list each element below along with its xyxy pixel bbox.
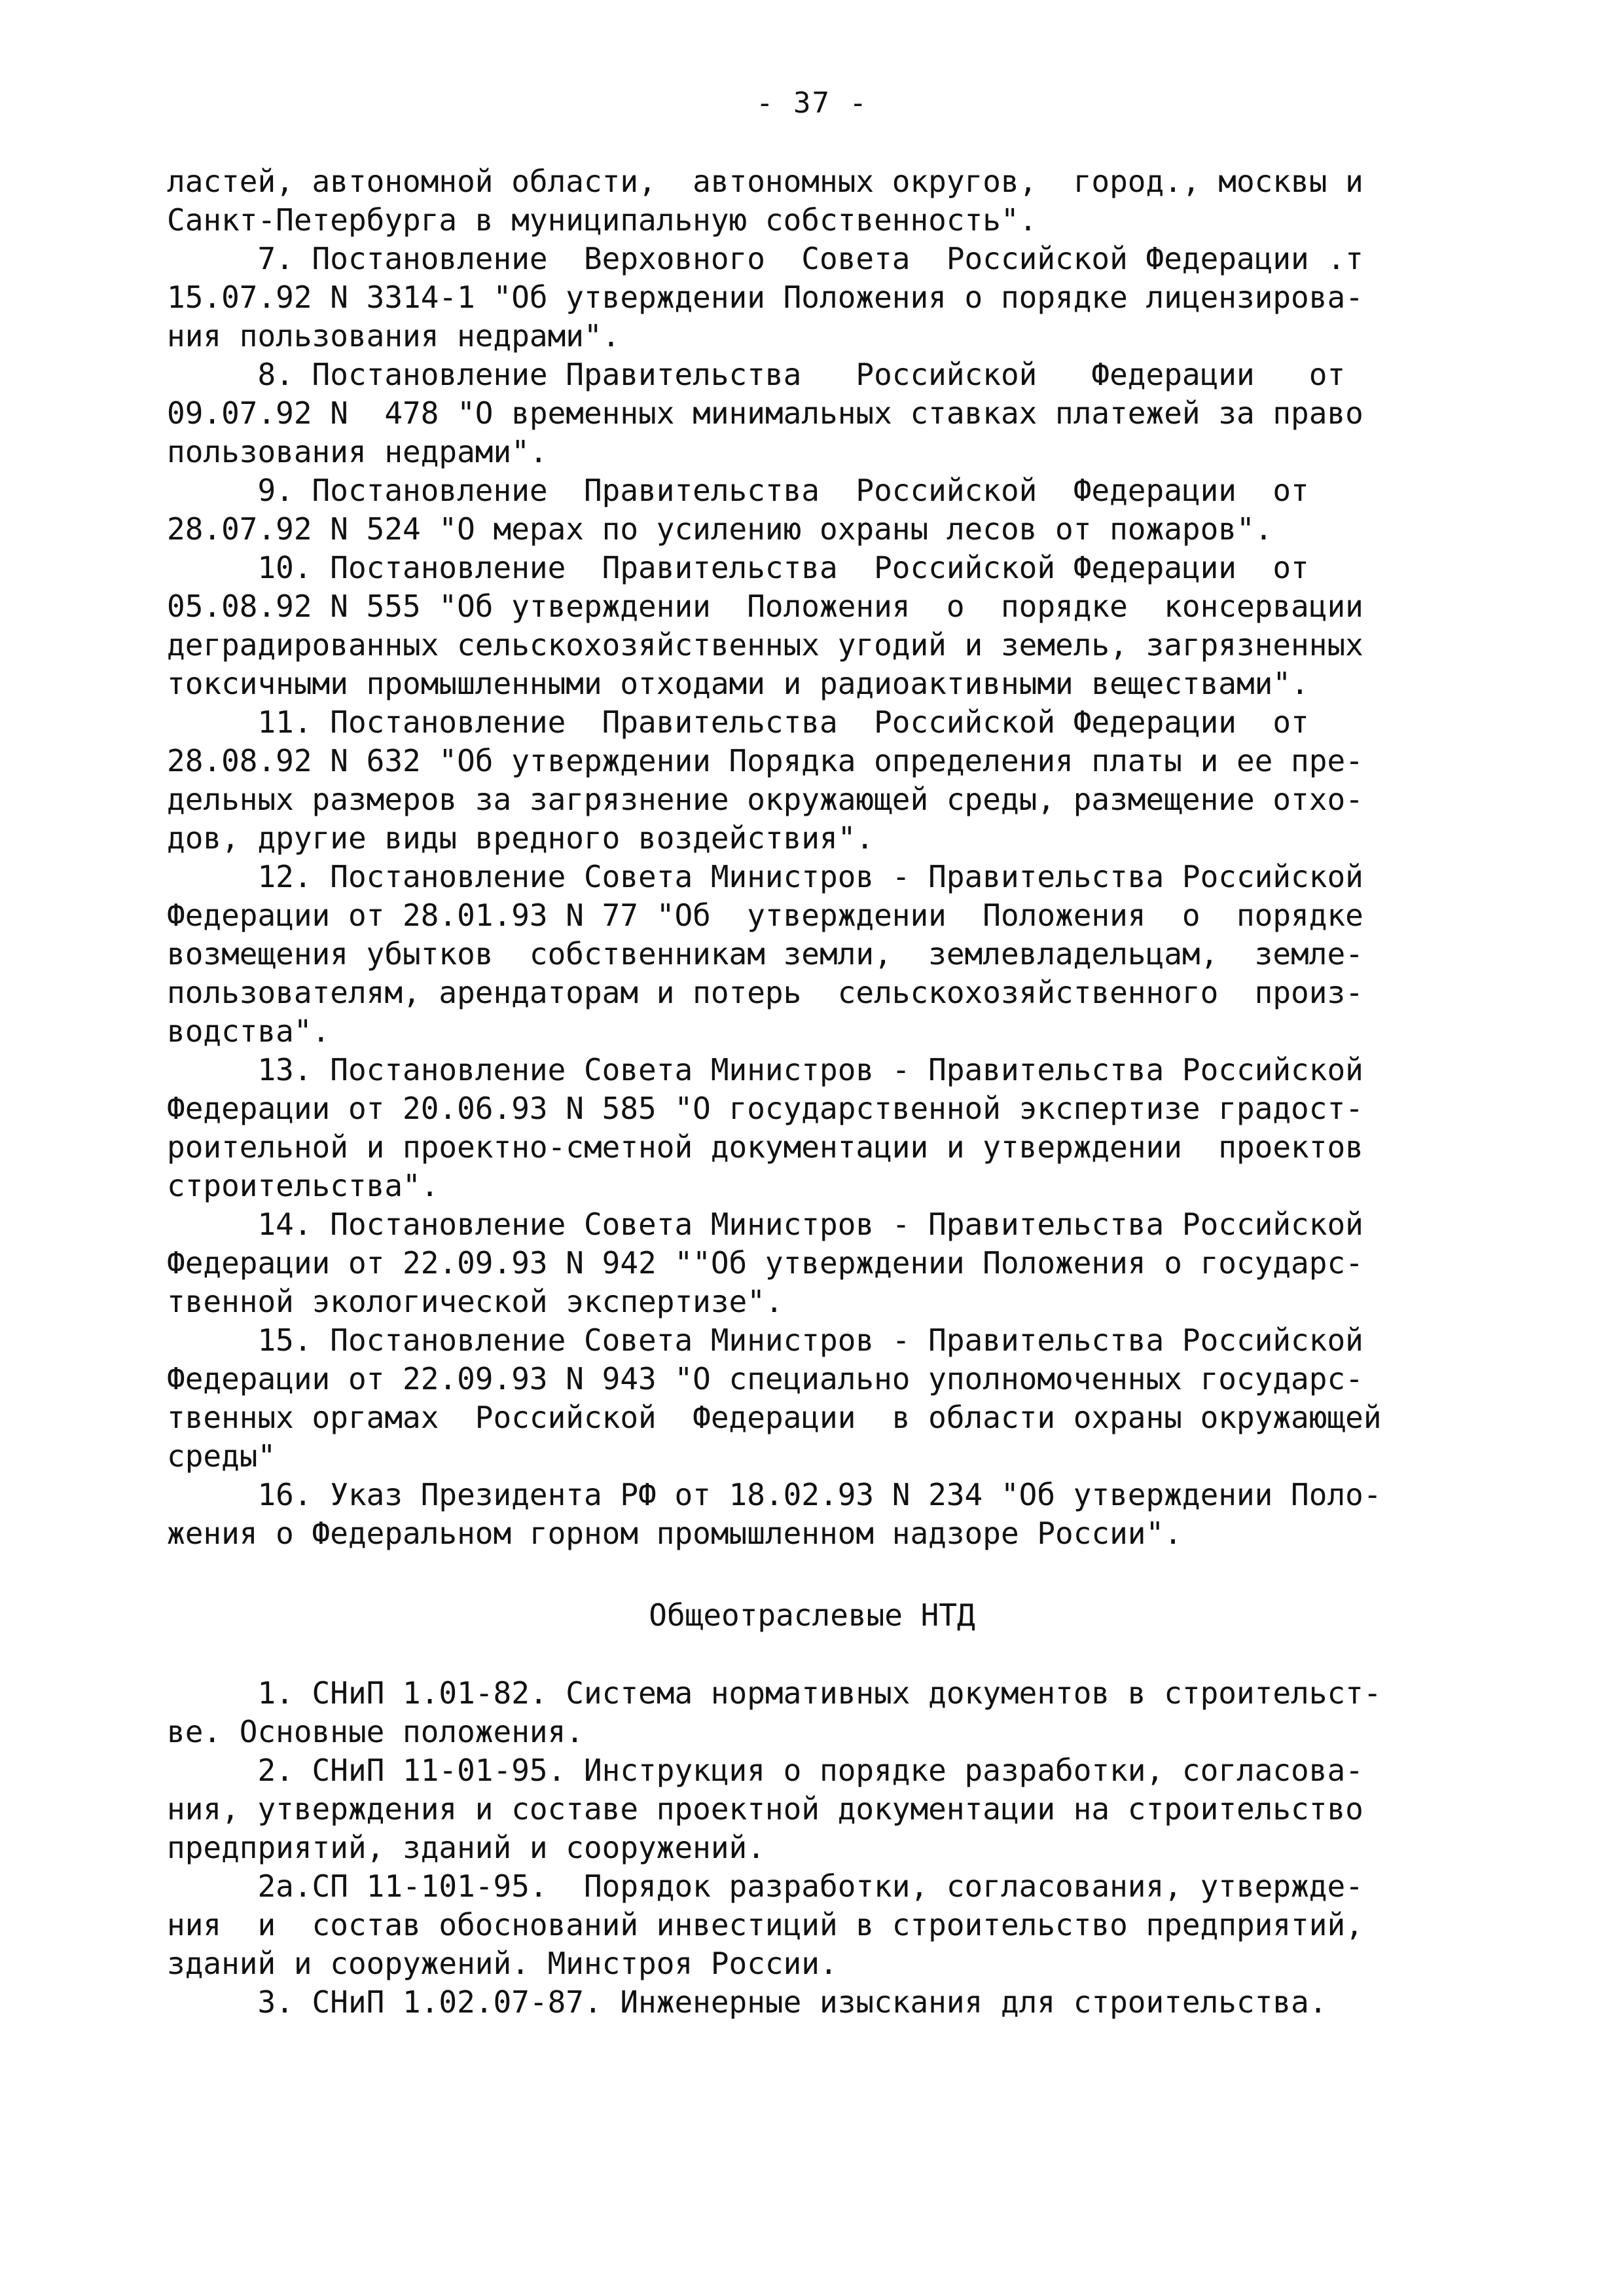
ntd-list	[167, 1674, 1476, 2022]
text-line: 13. Постановление Совета Министров - Правительства Российской	[167, 1052, 1363, 1087]
text-line: твенных оргамах Российской Федерации в области охраны окружающей	[167, 1400, 1382, 1435]
text-line: ния и состав обоснований инвестиций в строительство предприятий,	[167, 1907, 1363, 1942]
text-line: 11. Постановление Правительства Российской Федерации от	[167, 704, 1309, 740]
text-line: 9. Постановление Правительства Российской Федерации от	[167, 473, 1309, 508]
text-line: 15. Постановление Совета Министров - Правительства Российской	[167, 1322, 1363, 1358]
text-line: твенной экологической экспертизе".	[167, 1284, 784, 1319]
text-line: Санкт-Петербурга в муниципальную собственность".	[167, 202, 1038, 238]
text-line: Федерации от 22.09.93 N 942 ""Об утверждении Положения о государс-	[167, 1245, 1363, 1281]
text-line: ве. Основные положения.	[167, 1714, 584, 1749]
legal-acts-list	[167, 162, 1470, 1553]
text-line: Федерации от 22.09.93 N 943 "О специально уполномоченных государс-	[167, 1361, 1363, 1396]
text-line: токсичными промышленными отходами и радиоактивными веществами".	[167, 666, 1309, 701]
text-line: водства".	[167, 1013, 331, 1049]
text-line: 1. СНиП 1.01-82. Система нормативных документов в строительст-	[167, 1675, 1382, 1711]
text-line: 3. СНиП 1.02.07-87. Инженерные изыскания для строительства.	[167, 1984, 1327, 2020]
text-line: среды"	[167, 1438, 276, 1474]
text-line: 28.07.92 N 524 "О мерах по усилению охраны лесов от пожаров".	[167, 511, 1273, 547]
text-line: 10. Постановление Правительства Российской Федерации от	[167, 550, 1309, 585]
text-line: 16. Указ Президента РФ от 18.02.93 N 234 "Об утверждении Поло-	[167, 1477, 1382, 1512]
text-line: жения о Федеральном горном промышленном надзоре России".	[167, 1516, 1182, 1551]
text-line: 15.07.92 N 3314-1 "Об утверждении Положения о порядке лицензирова-	[167, 280, 1363, 315]
text-line: ния, утверждения и составе проектной документации на строительство	[167, 1791, 1363, 1827]
text-line: пользования недрами".	[167, 434, 548, 469]
page-number: - 37 -	[756, 86, 868, 120]
text-line: 7. Постановление Верховного Совета Российской Федерации .т	[167, 241, 1363, 276]
text-line: зданий и сооружений. Минстроя России.	[167, 1946, 838, 1981]
text-line: возмещения убытков собственникам земли, землевладельцам, земле-	[167, 936, 1363, 972]
text-line: 2а.СП 11-101-95. Порядок разработки, согласования, утвержде-	[167, 1868, 1363, 1904]
section-heading: Общеотраслевые НТД	[649, 1597, 975, 1633]
text-line: предприятий, зданий и сооружений.	[167, 1830, 765, 1865]
text-line: Федерации от 28.01.93 N 77 "Об утверждении Положения о порядке	[167, 898, 1363, 933]
text-line: строительства".	[167, 1168, 439, 1203]
text-line: 14. Постановление Совета Министров - Правительства Российской	[167, 1207, 1363, 1242]
text-line: ластей, автономной области, автономных округов, город., москвы и	[167, 164, 1363, 199]
text-line: пользователям, арендаторам и потерь сельскохозяйственного произ-	[167, 975, 1363, 1010]
text-line: 8. Постановление Правительства Российской Федерации от	[167, 357, 1346, 392]
text-line: дов, другие виды вредного воздействия".	[167, 820, 875, 856]
text-line: дельных размеров за загрязнение окружающей среды, размещение отхо-	[167, 782, 1363, 817]
text-line: роительной и проектно-сметной документации и утверждении проектов	[167, 1129, 1363, 1165]
text-line: 28.08.92 N 632 "Об утверждении Порядка определения платы и ее пре-	[167, 743, 1363, 778]
text-line: Федерации от 20.06.93 N 585 "О государственной экспертизе градост-	[167, 1091, 1363, 1126]
text-line: 12. Постановление Совета Министров - Правительства Российской	[167, 859, 1363, 894]
text-line: 05.08.92 N 555 "Об утверждении Положения о порядке консервации	[167, 589, 1363, 624]
text-line: деградированных сельскохозяйственных угодий и земель, загрязненных	[167, 627, 1363, 663]
text-line: 09.07.92 N 478 "О временных минимальных ставках платежей за право	[167, 395, 1363, 431]
text-line: 2. СНиП 11-01-95. Инструкция о порядке разработки, согласова-	[167, 1753, 1363, 1788]
text-line: ния пользования недрами".	[167, 318, 621, 354]
